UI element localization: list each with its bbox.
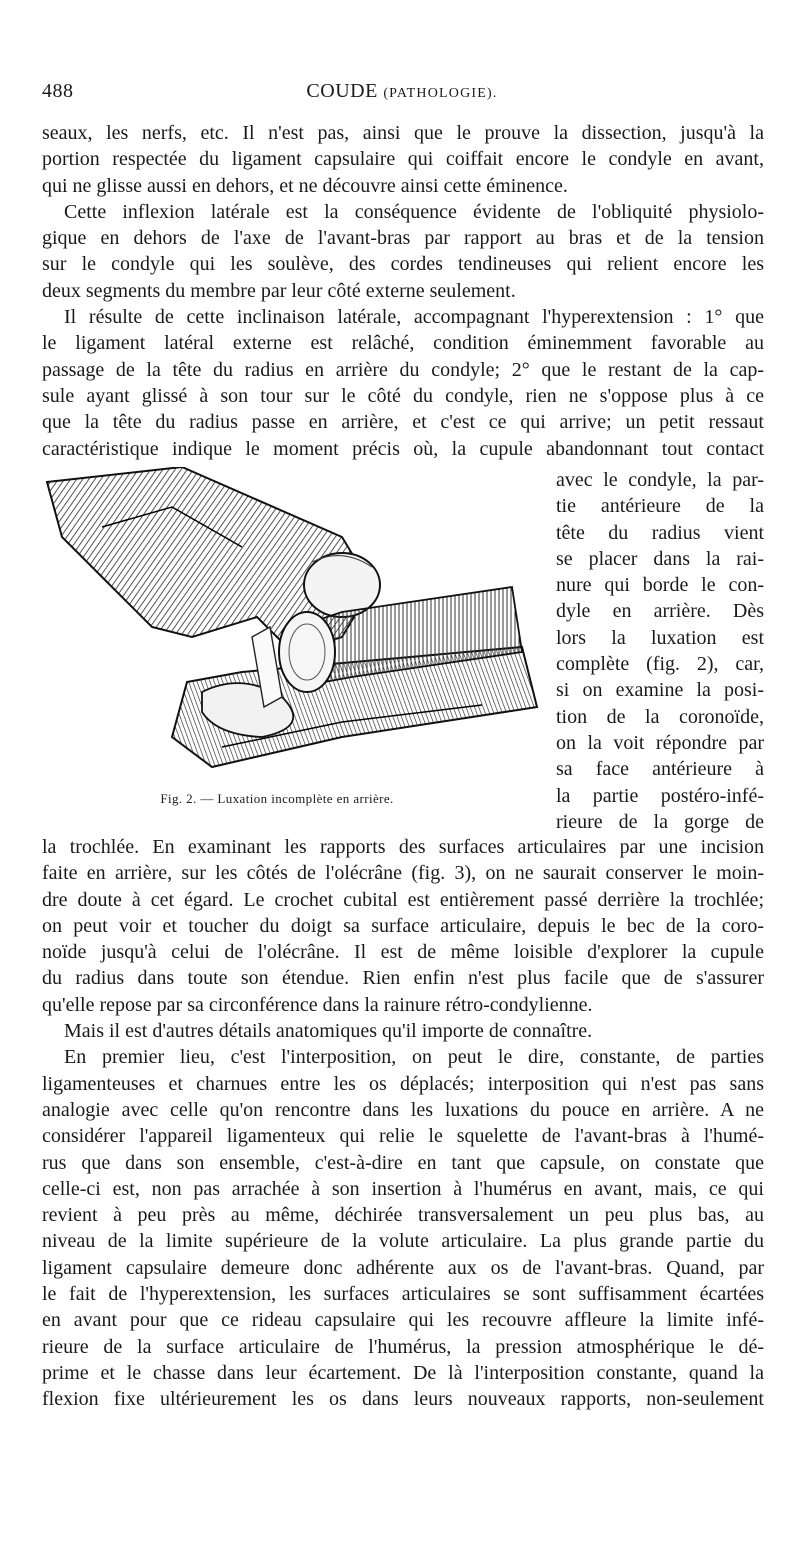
text-line: on la voit répondre par — [556, 731, 764, 754]
text-line: portion respectée du ligament capsulaire qui coiffait encore le condyle en avant, — [42, 148, 764, 171]
text-line: nure qui borde le con- — [556, 574, 764, 597]
text-line: deux segments du membre par leur côté externe seulement. — [42, 279, 516, 302]
text-line: Cette inflexion latérale est la conséquence évidente de l'obliquité physiolo- — [64, 200, 764, 223]
text-line: en avant pour que ce rideau capsulaire qui les recouvre affleure la limite infé- — [42, 1309, 764, 1332]
text-line: seaux, les nerfs, etc. Il n'est pas, ainsi que le prouve la dissection, jusqu'à la — [42, 122, 764, 144]
text-line: rieure de la surface articulaire de l'humérus, la pression atmosphérique le dé- — [42, 1335, 764, 1358]
text-line: niveau de la limite supérieure de la volute articulaire. La plus grande partie du — [42, 1230, 764, 1253]
text-line: complète (fig. 2), car, — [556, 653, 764, 676]
text-column-beside-figure — [556, 467, 764, 835]
text-line: celle-ci est, non pas arrachée à son insertion à l'humérus en avant, mais, ce qui — [42, 1177, 764, 1200]
text-line: lors la luxation est — [556, 626, 764, 649]
page-number: 488 — [42, 80, 74, 102]
figure-caption: Fig. 2. — Luxation incomplète en arrière. — [160, 791, 394, 806]
text-line: noïde jusqu'à celui de l'olécrâne. Il est de même loisible d'explorer la cupule — [42, 941, 764, 964]
text-line: tie antérieure de la — [556, 495, 764, 518]
text-line: du radius dans toute son étendue. Rien enfin n'est plus facile que de s'assurer — [42, 967, 764, 990]
text-line: la partie postéro-infé- — [556, 784, 764, 807]
text-line: le fait de l'hyperextension, les surfaces articulaires se sont suffisamment écartées — [42, 1283, 764, 1306]
text-line: le ligament latéral externe est relâché, condition éminemment favorable au — [42, 332, 764, 355]
text-line: que la tête du radius passe en arrière, et c'est ce qui arrive; un petit ressaut — [42, 411, 764, 434]
text-line: En premier lieu, c'est l'interposition, on peut le dire, constante, de parties — [64, 1046, 764, 1069]
text-line: on peut voir et toucher du doigt sa surface articulaire, depuis le bec de la coro- — [42, 914, 764, 937]
text-line: faite en arrière, sur les côtés de l'olécrâne (fig. 3), on ne saurait conserver le moin- — [42, 862, 764, 885]
text-line: ligamenteuses et charnues entre les os déplacés; interposition qui n'est pas sans — [42, 1072, 764, 1095]
text-line: qui ne glisse aussi en dehors, et ne découvre ainsi cette éminence. — [42, 174, 568, 197]
text-line: caractéristique indique le moment précis où, la cupule abandonnant tout contact — [42, 437, 764, 460]
text-line: rieure de la gorge de — [556, 810, 764, 833]
text-line: revient à peu près au même, déchirée transversalement un peu plus bas, au — [42, 1204, 764, 1227]
text-line: dyle en arrière. Dès — [556, 600, 764, 623]
text-line: rus que dans son ensemble, c'est-à-dire en tant que capsule, on constate que — [42, 1151, 764, 1174]
text-line: flexion fixe ultérieurement les os dans leurs nouveaux rapports, non-seulement — [42, 1388, 764, 1411]
text-line: sur le condyle qui les soulève, des cordes tendineuses qui relient encore les — [42, 253, 764, 276]
running-title-main: COUDE — [306, 80, 378, 102]
text-line: considérer l'appareil ligamenteux qui relie le squelette de l'avant-bras à l'humé- — [42, 1125, 764, 1148]
text-line: se placer dans la rai- — [556, 547, 764, 570]
text-line: passage de la tête du radius en arrière du condyle; 2° que le restant de la cap- — [42, 358, 764, 381]
text-line: sule ayant glissé à son tour sur le côté du condyle, rien ne s'oppose plus à ce — [42, 384, 764, 407]
figure-elbow-luxation — [42, 467, 542, 822]
text-line: qu'elle repose par sa circonférence dans la rainure rétro-condylienne. — [42, 993, 593, 1016]
text-block-bottom — [42, 834, 764, 1413]
text-line: tion de la coronoïde, — [556, 705, 764, 728]
text-line: Mais il est d'autres détails anatomiques qu'il importe de connaître. — [64, 1020, 593, 1043]
text-line: sa face antérieure à — [556, 758, 764, 781]
running-header — [42, 80, 762, 110]
text-line: avec le condyle, la par- — [556, 469, 764, 491]
text-line: tête du radius vient — [556, 521, 764, 544]
text-line: dre doute à cet égard. Le crochet cubital est entièrement passé derrière la trochlée; — [42, 888, 764, 911]
running-title — [42, 80, 762, 103]
text-line: la trochlée. En examinant les rapports des surfaces articulaires par une incision — [42, 836, 764, 858]
text-line: analogie avec celle qu'on rencontre dans les luxations du pouce en arrière. A ne — [42, 1098, 764, 1121]
text-line: Il résulte de cette inclinaison latérale, accompagnant l'hyperextension : 1° que — [64, 306, 764, 329]
text-line: prime et le chasse dans leur écartement. De là l'interposition constante, quand la — [42, 1361, 764, 1384]
running-title-sub: (PATHOLOGIE). — [383, 86, 498, 101]
text-line: gique en dehors de l'axe de l'avant-bras par rapport au bras et de la tension — [42, 227, 764, 250]
text-line: si on examine la posi- — [556, 679, 764, 702]
text-line: ligament capsulaire demeure donc adhérente aux os de l'avant-bras. Quand, par — [42, 1256, 764, 1279]
elbow-engraving-illustration — [42, 467, 542, 785]
text-block-top — [42, 120, 764, 462]
